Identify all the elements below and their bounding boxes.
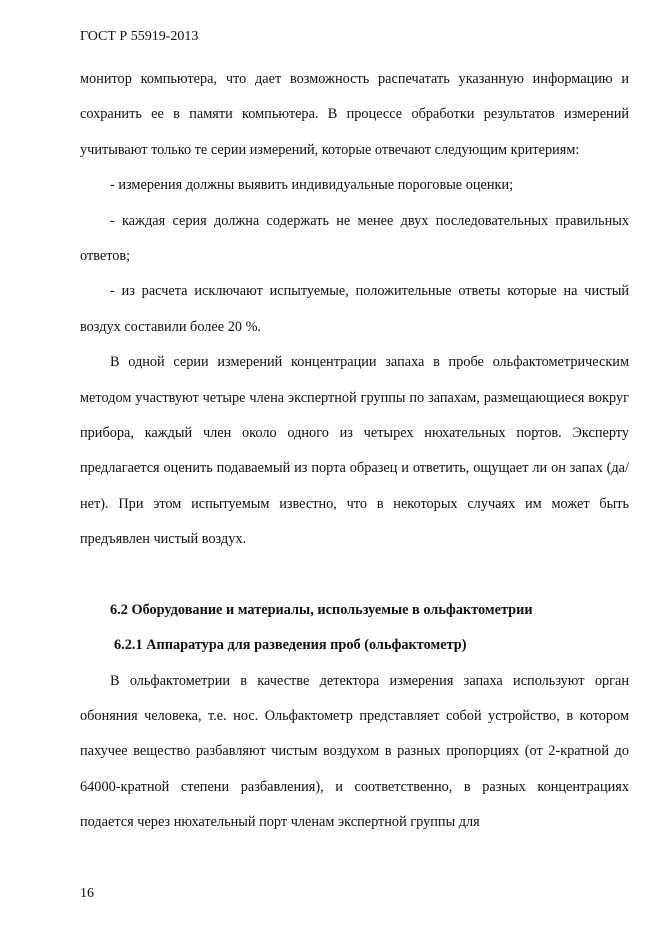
- page-content: [80, 62, 629, 841]
- criteria-item-3: - из расчета исключают испытуемые, положительные ответы которые на чистый воздух составили более 20 %.: [80, 283, 629, 335]
- criteria-item-2: - каждая серия должна содержать не менее двух последовательных правильных ответов;: [80, 212, 629, 265]
- page-number: 16: [80, 886, 94, 901]
- paragraph-continuation: монитор компьютера, что дает возможность распечатать указанную информацию и сохранить ее в памяти компьютера. В процессе обработки результатов измерений учитывают только те серии измерений, которые отвечают следующим критериям:: [80, 71, 629, 158]
- document-code-header: ГОСТ Р 55919-2013: [80, 29, 199, 44]
- paragraph-measurement-series: В одной серии измерений концентрации запаха в пробе ольфактометрическим методом участвуют четыре члена экспертной группы по запахам, размещающиеся вокруг прибора, каждый член около одного из четырех нюхательных портов. Эксперту предлагается оценить подаваемый из порта образец и ответить, ощущает ли он запах (да/нет). При этом испытуемым известно, что в некоторых случаях им может быть предъявлен чистый воздух.: [80, 354, 629, 548]
- criteria-item-1: - измерения должны выявить индивидуальные пороговые оценки;: [110, 177, 514, 194]
- section-heading-6-2: 6.2 Оборудование и материалы, используемые в ольфактометрии: [110, 601, 533, 618]
- subsection-heading-6-2-1: 6.2.1 Аппаратура для разведения проб (ольфактометр): [114, 637, 467, 654]
- paragraph-olfactometer: В ольфактометрии в качестве детектора измерения запаха используют орган обоняния человека, т.е. нос. Ольфактометр представляет собой устройство, в котором пахучее вещество разбавляют чистым воздухом в разных пропорциях (от 2-кратной до 64000-кратной степени разбавления), и соответственно, в разных концентрациях подается через нюхательный порт членам экспертной группы для: [80, 672, 629, 831]
